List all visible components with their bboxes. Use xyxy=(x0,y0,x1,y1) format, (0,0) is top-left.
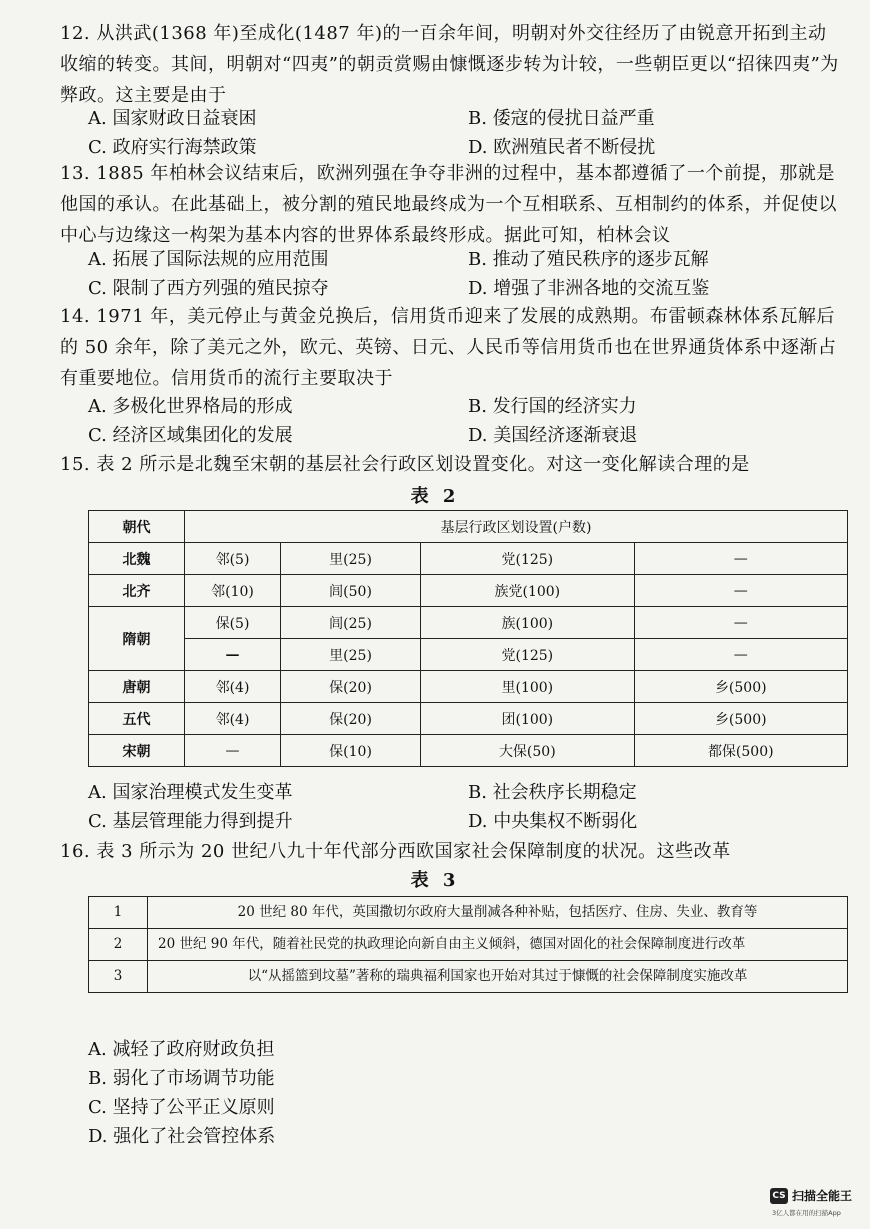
cell: 团(100) xyxy=(421,703,634,735)
cell: 保(10) xyxy=(281,735,421,767)
cell: 邻(4) xyxy=(185,671,281,703)
option-a: A. 国家治理模式发生变革 xyxy=(88,782,293,803)
table-row xyxy=(89,607,848,639)
cell: 党(125) xyxy=(421,543,634,575)
table-2-caption: 表 2 xyxy=(410,486,460,507)
cell: 族(100) xyxy=(421,607,634,639)
question-15-options xyxy=(88,778,848,836)
option-b: B. 社会秩序长期稳定 xyxy=(468,782,637,803)
option-c: C. 坚持了公平正义原则 xyxy=(88,1097,275,1118)
option-c: C. 政府实行海禁政策 xyxy=(88,137,257,158)
cs-logo-icon: CS xyxy=(770,1188,788,1204)
question-13-stem: 13. 1885 年柏林会议结束后，欧洲列强在争夺非洲的过程中，基本都遵循了一个前提，那就是他国的承认。在此基础上，被分割的殖民地最终成为一个互相联系、互相制约的体系，并促使以中心与边缘这一构架为基本内容的世界体系最终形成。据此可知，柏林会议 xyxy=(60,163,837,246)
row-text: 20 世纪 80 年代，英国撒切尔政府大量削减各种补贴，包括医疗、住房、失业、教育等 xyxy=(148,897,848,929)
question-12-stem: 12. 从洪武(1368 年)至成化(1487 年)的一百余年间，明朝对外交往经历了由锐意开拓到主动收缩的转变。其间，明朝对“四夷”的朝贡赏赐由慷慨逐步转为计较，一些朝臣更以“招徕四夷”为弊政。这主要是由于 xyxy=(60,23,839,106)
cell: 邻(4) xyxy=(185,703,281,735)
option-d: D. 增强了非洲各地的交流互鉴 xyxy=(468,278,710,299)
cell: — xyxy=(185,639,281,671)
option-b: B. 发行国的经济实力 xyxy=(468,396,637,417)
option-d: D. 美国经济逐渐衰退 xyxy=(468,425,638,446)
option-a: A. 减轻了政府财政负担 xyxy=(88,1039,275,1060)
option-a: A. 多极化世界格局的形成 xyxy=(88,396,293,417)
scanner-logo xyxy=(770,1187,852,1204)
table-row xyxy=(89,735,848,767)
scanner-tagline: 3亿人都在用的扫描App xyxy=(772,1209,841,1217)
option-a: A. 国家财政日益衰困 xyxy=(88,108,257,129)
row-text: 以“从摇篮到坟墓”著称的瑞典福利国家也开始对其过于慷慨的社会保障制度实施改革 xyxy=(148,961,848,993)
row-number: 2 xyxy=(89,929,148,961)
table-row xyxy=(89,575,848,607)
cell: 保(20) xyxy=(281,671,421,703)
option-c: C. 限制了西方列强的殖民掠夺 xyxy=(88,278,329,299)
table-header-row xyxy=(89,511,848,543)
cell: 邻(10) xyxy=(185,575,281,607)
cell: 里(25) xyxy=(281,543,421,575)
cell: 乡(500) xyxy=(634,671,847,703)
header-dynasty: 朝代 xyxy=(89,511,185,543)
cell: 唐朝 xyxy=(89,671,185,703)
scanner-name: 扫描全能王 xyxy=(792,1189,853,1203)
table-row xyxy=(89,929,848,961)
question-13-options xyxy=(88,245,848,303)
option-d: D. 中央集权不断弱化 xyxy=(468,811,638,832)
option-a: A. 拓展了国际法规的应用范围 xyxy=(88,249,329,270)
table-row xyxy=(89,543,848,575)
question-16-stem: 16. 表 3 所示为 20 世纪八九十年代部分西欧国家社会保障制度的状况。这些改革 xyxy=(60,841,731,862)
option-c: C. 基层管理能力得到提升 xyxy=(88,811,293,832)
question-15-stem: 15. 表 2 所示是北魏至宋朝的基层社会行政区划设置变化。对这一变化解读合理的是 xyxy=(60,454,750,475)
question-12-options xyxy=(88,104,848,162)
cell: — xyxy=(185,735,281,767)
question-14-stem: 14. 1971 年，美元停止与黄金兑换后，信用货币迎来了发展的成熟期。布雷顿森林体系瓦解后的 50 余年，除了美元之外，欧元、英镑、日元、人民币等信用货币也在世界通货体系中逐渐占有重要地位。信用货币的流行主要取决于 xyxy=(60,306,837,389)
cell: — xyxy=(634,543,847,575)
table-3-caption: 表 3 xyxy=(410,870,460,891)
cell: 党(125) xyxy=(421,639,634,671)
question-16-options xyxy=(88,1035,848,1151)
option-c: C. 经济区域集团化的发展 xyxy=(88,425,293,446)
cell: 邻(5) xyxy=(185,543,281,575)
row-number: 1 xyxy=(89,897,148,929)
cell: 里(25) xyxy=(281,639,421,671)
cell: 保(20) xyxy=(281,703,421,735)
table-2 xyxy=(88,510,848,767)
cell: 闾(50) xyxy=(281,575,421,607)
table-row xyxy=(89,671,848,703)
option-d: D. 欧洲殖民者不断侵扰 xyxy=(468,137,656,158)
cell: 五代 xyxy=(89,703,185,735)
header-setting: 基层行政区划设置(户数) xyxy=(185,511,848,543)
cell: 保(5) xyxy=(185,607,281,639)
option-b: B. 倭寇的侵扰日益严重 xyxy=(468,108,655,129)
cell: 北魏 xyxy=(89,543,185,575)
option-b: B. 弱化了市场调节功能 xyxy=(88,1068,275,1089)
cell: — xyxy=(634,607,847,639)
cell: — xyxy=(634,575,847,607)
cell: 里(100) xyxy=(421,671,634,703)
cell: 大保(50) xyxy=(421,735,634,767)
table-row xyxy=(89,897,848,929)
option-b: B. 推动了殖民秩序的逐步瓦解 xyxy=(468,249,709,270)
question-14-options xyxy=(88,392,848,450)
table-row xyxy=(89,703,848,735)
row-number: 3 xyxy=(89,961,148,993)
row-text: 20 世纪 90 年代，随着社民党的执政理论向新自由主义倾斜，德国对固化的社会保障制度进行改革 xyxy=(148,929,848,961)
cell: 族党(100) xyxy=(421,575,634,607)
table-row xyxy=(89,639,848,671)
cell: 宋朝 xyxy=(89,735,185,767)
cell: 都保(500) xyxy=(634,735,847,767)
cell: 隋朝 xyxy=(89,607,185,671)
cell: 北齐 xyxy=(89,575,185,607)
cell: 闾(25) xyxy=(281,607,421,639)
option-d: D. 强化了社会管控体系 xyxy=(88,1126,276,1147)
table-row xyxy=(89,961,848,993)
table-3 xyxy=(88,896,848,993)
cell: — xyxy=(634,639,847,671)
cell: 乡(500) xyxy=(634,703,847,735)
